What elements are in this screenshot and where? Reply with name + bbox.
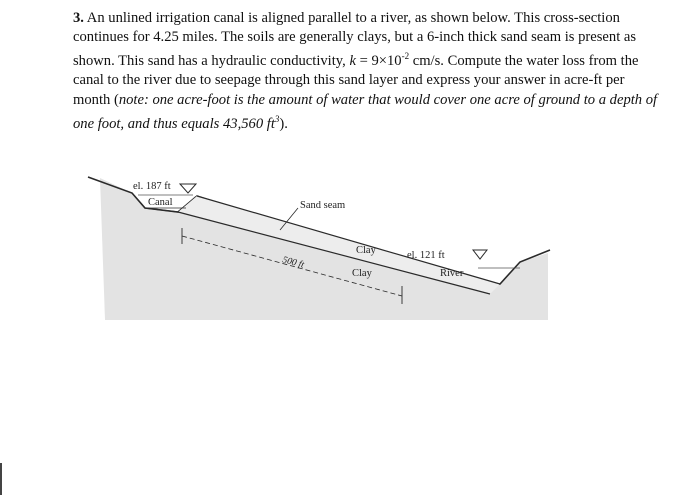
river-water-level-icon xyxy=(473,250,487,259)
problem-number: 3. xyxy=(73,10,84,26)
k-symbol: k xyxy=(349,53,356,70)
k-exponent: -2 xyxy=(401,51,410,62)
clay-upper-label: Clay xyxy=(356,245,376,256)
canal-elevation-label: el. 187 ft xyxy=(133,181,171,192)
clay-lower-label: Clay xyxy=(352,268,372,279)
canal-water-level-icon xyxy=(180,184,196,193)
cross-section-figure xyxy=(0,160,700,340)
note xyxy=(73,92,657,132)
distance-label: 500 ft xyxy=(281,255,305,271)
river-label: River xyxy=(440,268,464,279)
note-text: one acre-foot is the amount of water that would cover one acre of ground to a depth of one foot, and thus equals 43,560 ft xyxy=(73,91,658,132)
river-elevation-label: el. 121 ft xyxy=(407,250,445,261)
note-label: note: xyxy=(118,91,149,108)
k-value: = 9×10 xyxy=(355,53,402,70)
problem-text: An unlined irrigation canal is aligned parallel to a river, as shown below. This cross-section continues for 4.25 miles. The soils are generally clays, but a 6-inch thick sand seam is present as shown. This sand has a hydraulic conductivity, xyxy=(73,10,637,70)
problem-statement xyxy=(73,9,663,134)
note-exponent: 3 xyxy=(274,113,280,124)
note-end: ). xyxy=(279,115,288,132)
canal-label: Canal xyxy=(148,197,173,208)
k-unit-text: cm/s. Compute the water loss from the canal to the river due to seepage through this sand layer and express your answer in acre-ft per month ( xyxy=(73,53,639,108)
sand-seam-label: Sand seam xyxy=(300,200,346,211)
page-edge-mark xyxy=(0,463,2,495)
